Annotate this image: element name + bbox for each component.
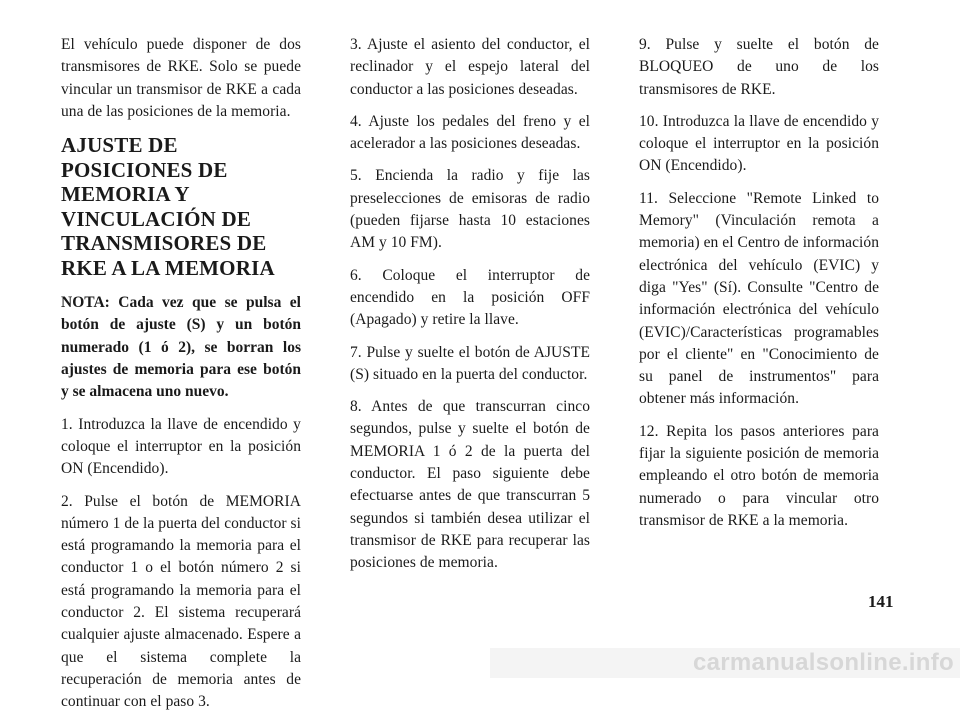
- step-4: 4. Ajuste los pedales del freno y el acelerador a las posiciones deseadas.: [350, 112, 590, 153]
- step-9: 9. Pulse y suelte el botón de BLOQUEO de uno de los transmisores de RKE.: [639, 36, 879, 98]
- column-1: [61, 34, 301, 724]
- step-1: 1. Introduzca la llave de encendido y coloque el interruptor en la posición ON (Encendido).: [61, 415, 301, 478]
- step-10: 10. Introduzca la llave de encendido y coloque el interruptor en la posición ON (Encendido).: [639, 112, 879, 175]
- step-11: 11. Seleccione "Remote Linked to Memory" (Vinculación remota a memoria) en el Centro de información electrónica del vehículo (EVIC) y diga "Yes" (Sí). Consulte "Centro de información electrónica del vehículo (EVIC)/Características programables por el cliente" en "Conocimiento de su panel de instrumentos" para obtener más información.: [639, 189, 879, 408]
- page-number: 141: [868, 592, 894, 611]
- watermark: carmanualsonline.info: [490, 648, 960, 678]
- step-3: 3. Ajuste el asiento del conductor, el reclinador y el espejo lateral del conductor a las posiciones deseadas.: [350, 36, 590, 98]
- step-2: 2. Pulse el botón de MEMORIA número 1 de la puerta del conductor si está programando la memoria para el conductor 1 o el botón número 2 si está programando la memoria para el conductor 2. El sistema recuperará cualquier ajuste almacenado. Espere a que el sistema complete la recuperación de memoria antes de continuar con el paso 3.: [61, 492, 301, 711]
- step-5: 5. Encienda la radio y fije las preselecciones de emisoras de radio (pueden fijarse hasta 10 estaciones AM y 10 FM).: [350, 167, 590, 252]
- column-2: [350, 34, 590, 585]
- step-7: 7. Pulse y suelte el botón de AJUSTE (S) situado en la puerta del conductor.: [350, 343, 590, 383]
- intro-paragraph: El vehículo puede disponer de dos transmisores de RKE. Solo se puede vincular un transmisor de RKE a cada una de las posiciones de la memoria.: [61, 36, 301, 120]
- note-paragraph: NOTA: Cada vez que se pulsa el botón de ajuste (S) y un botón numerado (1 ó 2), se borran los ajustes de memoria para ese botón y se almacena uno nuevo.: [61, 294, 301, 401]
- step-8: 8. Antes de que transcurran cinco segundos, pulse y suelte el botón de MEMORIA 1 ó 2 de la puerta del conductor. El paso siguiente debe efectuarse antes de que transcurran 5 segundos si también desea utilizar el transmisor de RKE para recuperar las posiciones de memoria.: [350, 398, 590, 572]
- section-heading: AJUSTE DE POSICIONES DE MEMORIA Y VINCULACIÓN DE TRANSMISORES DE RKE A LA MEMORIA: [61, 133, 275, 280]
- column-3: [639, 34, 879, 542]
- step-12: 12. Repita los pasos anteriores para fijar la siguiente posición de memoria empleando el otro botón de memoria numerado o para vincular otro transmisor de RKE a la memoria.: [639, 422, 879, 529]
- step-6: 6. Coloque el interruptor de encendido en la posición OFF (Apagado) y retire la llave.: [350, 266, 590, 329]
